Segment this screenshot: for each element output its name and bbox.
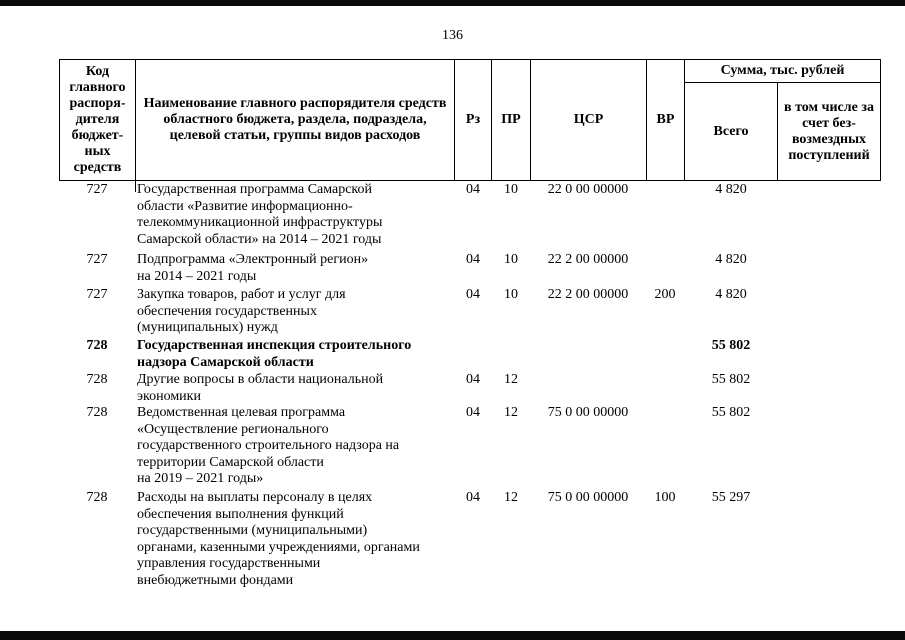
row-pr: 12 [504, 372, 518, 387]
row-name: Расходы на выплаты персоналу в целях обеспечения выполнения функций государственными (муниципальными) органами, казенными учреждениями, органами управления государственными внебюджетными фондами [137, 490, 420, 588]
row-pr: 12 [504, 405, 518, 420]
top-edge-bar [0, 0, 905, 6]
row-vr: 100 [654, 490, 676, 505]
row-name: Государственная инспекция строительного надзора Самарской области [137, 338, 412, 370]
row-vr: 200 [654, 287, 676, 302]
row-rz: 04 [466, 490, 480, 505]
row-total: 4 820 [715, 287, 747, 302]
row-csr: 75 0 00 00000 [547, 405, 629, 420]
row-name: Подпрограмма «Электронный регион» на 2014 – 2021 годы [137, 252, 369, 284]
page-number: 136 [442, 28, 463, 43]
row-total: 55 802 [711, 372, 751, 387]
row-total: 4 820 [715, 252, 747, 267]
row-total: 55 802 [711, 338, 751, 353]
row-total: 4 820 [715, 182, 747, 197]
row-name: Ведомственная целевая программа «Осуществление регионального государственного строительного надзора на территории Самарской области на 2019 – 2021 годы» [137, 405, 400, 487]
row-csr: 75 0 00 00000 [547, 490, 629, 505]
header-vr: ВР [646, 59, 685, 181]
row-code: 727 [86, 182, 108, 197]
row-rz: 04 [466, 405, 480, 420]
row-total: 55 297 [711, 490, 751, 505]
row-code: 728 [86, 405, 108, 420]
row-rz: 04 [466, 372, 480, 387]
row-rz: 04 [466, 252, 480, 267]
header-code: Код главного распоря-дителя бюджет-ных средств [59, 59, 136, 181]
column-divider [135, 180, 136, 192]
row-total: 55 802 [711, 405, 751, 420]
row-csr: 22 0 00 00000 [547, 182, 629, 197]
header-incl: в том числе за счет без-возмездных поступлений [777, 82, 881, 181]
row-code: 728 [86, 372, 108, 387]
header-rz: Рз [454, 59, 492, 181]
header-pr: ПР [491, 59, 531, 181]
row-name: Государственная программа Самарской области «Развитие информационно- телекоммуникационной инфраструктуры Самарской области» на 2014 – 2021 годы [137, 182, 383, 247]
row-rz: 04 [466, 287, 480, 302]
row-code: 728 [86, 338, 108, 353]
header-total: Всего [684, 82, 778, 181]
bottom-edge-bar [0, 631, 905, 640]
row-pr: 10 [504, 287, 518, 302]
row-code: 727 [86, 252, 108, 267]
row-code: 727 [86, 287, 108, 302]
header-name: Наименование главного распорядителя средств областного бюджета, раздела, подраздела, целевой статьи, группы видов расходов [135, 59, 455, 181]
row-rz: 04 [466, 182, 480, 197]
row-pr: 10 [504, 252, 518, 267]
row-pr: 12 [504, 490, 518, 505]
row-code: 728 [86, 490, 108, 505]
header-csr: ЦСР [530, 59, 647, 181]
row-name: Другие вопросы в области национальной экономики [137, 372, 384, 404]
row-csr: 22 2 00 00000 [547, 252, 629, 267]
row-name: Закупка товаров, работ и услуг для обеспечения государственных (муниципальных) нужд [137, 287, 346, 336]
row-csr: 22 2 00 00000 [547, 287, 629, 302]
header-sum: Сумма, тыс. рублей [684, 59, 881, 83]
row-pr: 10 [504, 182, 518, 197]
